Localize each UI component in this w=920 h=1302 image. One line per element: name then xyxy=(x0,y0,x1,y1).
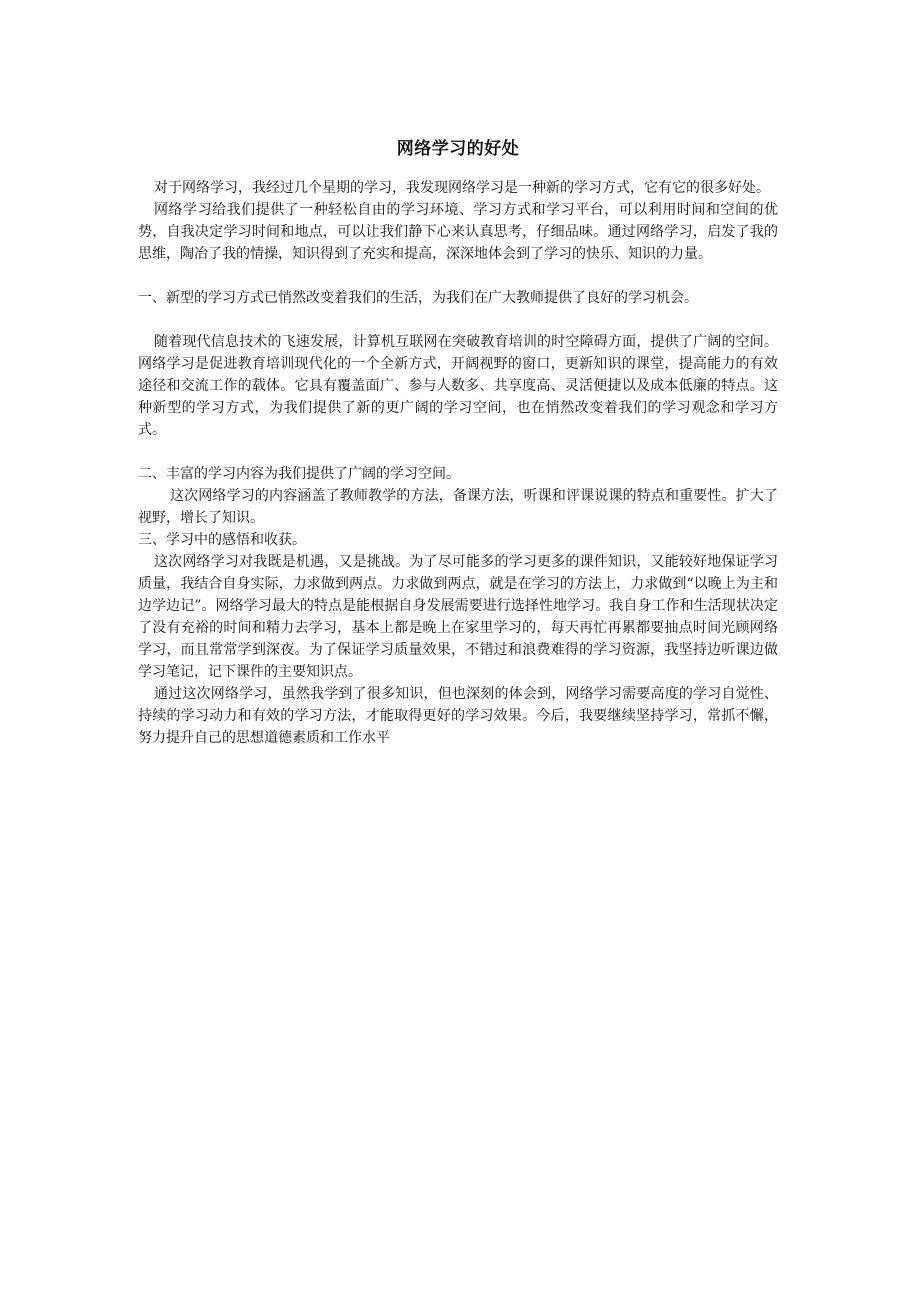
section-2-body: 这次网络学习的内容涵盖了教师教学的方法，备课方法，听课和评课说课的特点和重要性。扩大了视野，增长了知识。 xyxy=(138,488,778,526)
spacer xyxy=(138,441,778,463)
document-title: 网络学习的好处 xyxy=(396,139,520,159)
section-heading-1: 一、新型的学习方式已悄然改变着我们的生活，为我们在广大教师提供了良好的学习机会。 xyxy=(138,290,698,306)
spacer xyxy=(138,265,778,287)
benefits-paragraph: 网络学习给我们提供了一种轻松自由的学习环境、学习方式和学习平台，可以利用时间和空间的优势，自我决定学习时间和地点，可以让我们静下心来认真思考，仔细品味。通过网络学习，启发了我的思维，陶冶了我的情操，知识得到了充实和提高，深深地体会到了学习的快乐、知识的力量。 xyxy=(138,202,778,262)
section-heading-3: 三、学习中的感悟和收获。 xyxy=(138,532,306,548)
section-1-body: 随着现代信息技术的飞速发展，计算机互联网在突破教育培训的时空障碍方面，提供了广阔的空间。网络学习是促进教育培训现代化的一个全新方式，开阔视野的窗口，更新知识的课堂，提高能力的有效途径和交流工作的载体。它具有覆盖面广、参与人数多、共享度高、灵活便捷以及成本低廉的特点。这种新型的学习方式，为我们提供了新的更广阔的学习空间，也在悄然改变着我们的学习观念和学习方式。 xyxy=(138,334,778,438)
document-page xyxy=(138,134,778,749)
section-heading-2: 二、丰富的学习内容为我们提供了广阔的学习空间。 xyxy=(138,466,460,482)
intro-paragraph: 对于网络学习，我经过几个星期的学习，我发现网络学习是一种新的学习方式，它有它的很多好处。 xyxy=(154,180,770,196)
section-3-body: 这次网络学习对我既是机遇，又是挑战。为了尽可能多的学习更多的课件知识，又能较好地保证学习质量，我结合自身实际，力求做到两点。力求做到两点，就是在学习的方法上，力求做到“以晚上为主和边学边记”。网络学习最大的特点是能根据自身发展需要进行选择性地学习。我自身工作和生活现状决定了没有充裕的时间和精力去学习，基本上都是晚上在家里学习的，每天再忙再累都要抽点时间光顾网络学习，而且常常学到深夜。为了保证学习质量效果，不错过和浪费难得的学习资源，我坚持边听课边做学习笔记，记下课件的主要知识点。 xyxy=(138,554,778,680)
spacer xyxy=(138,309,778,331)
conclusion-paragraph: 通过这次网络学习，虽然我学到了很多知识，但也深刻的体会到，网络学习需要高度的学习自觉性、持续的学习动力和有效的学习方法，才能取得更好的学习效果。今后，我要继续坚持学习，常抓不懈，努力提升自己的思想道德素质和工作水平 xyxy=(138,686,778,746)
